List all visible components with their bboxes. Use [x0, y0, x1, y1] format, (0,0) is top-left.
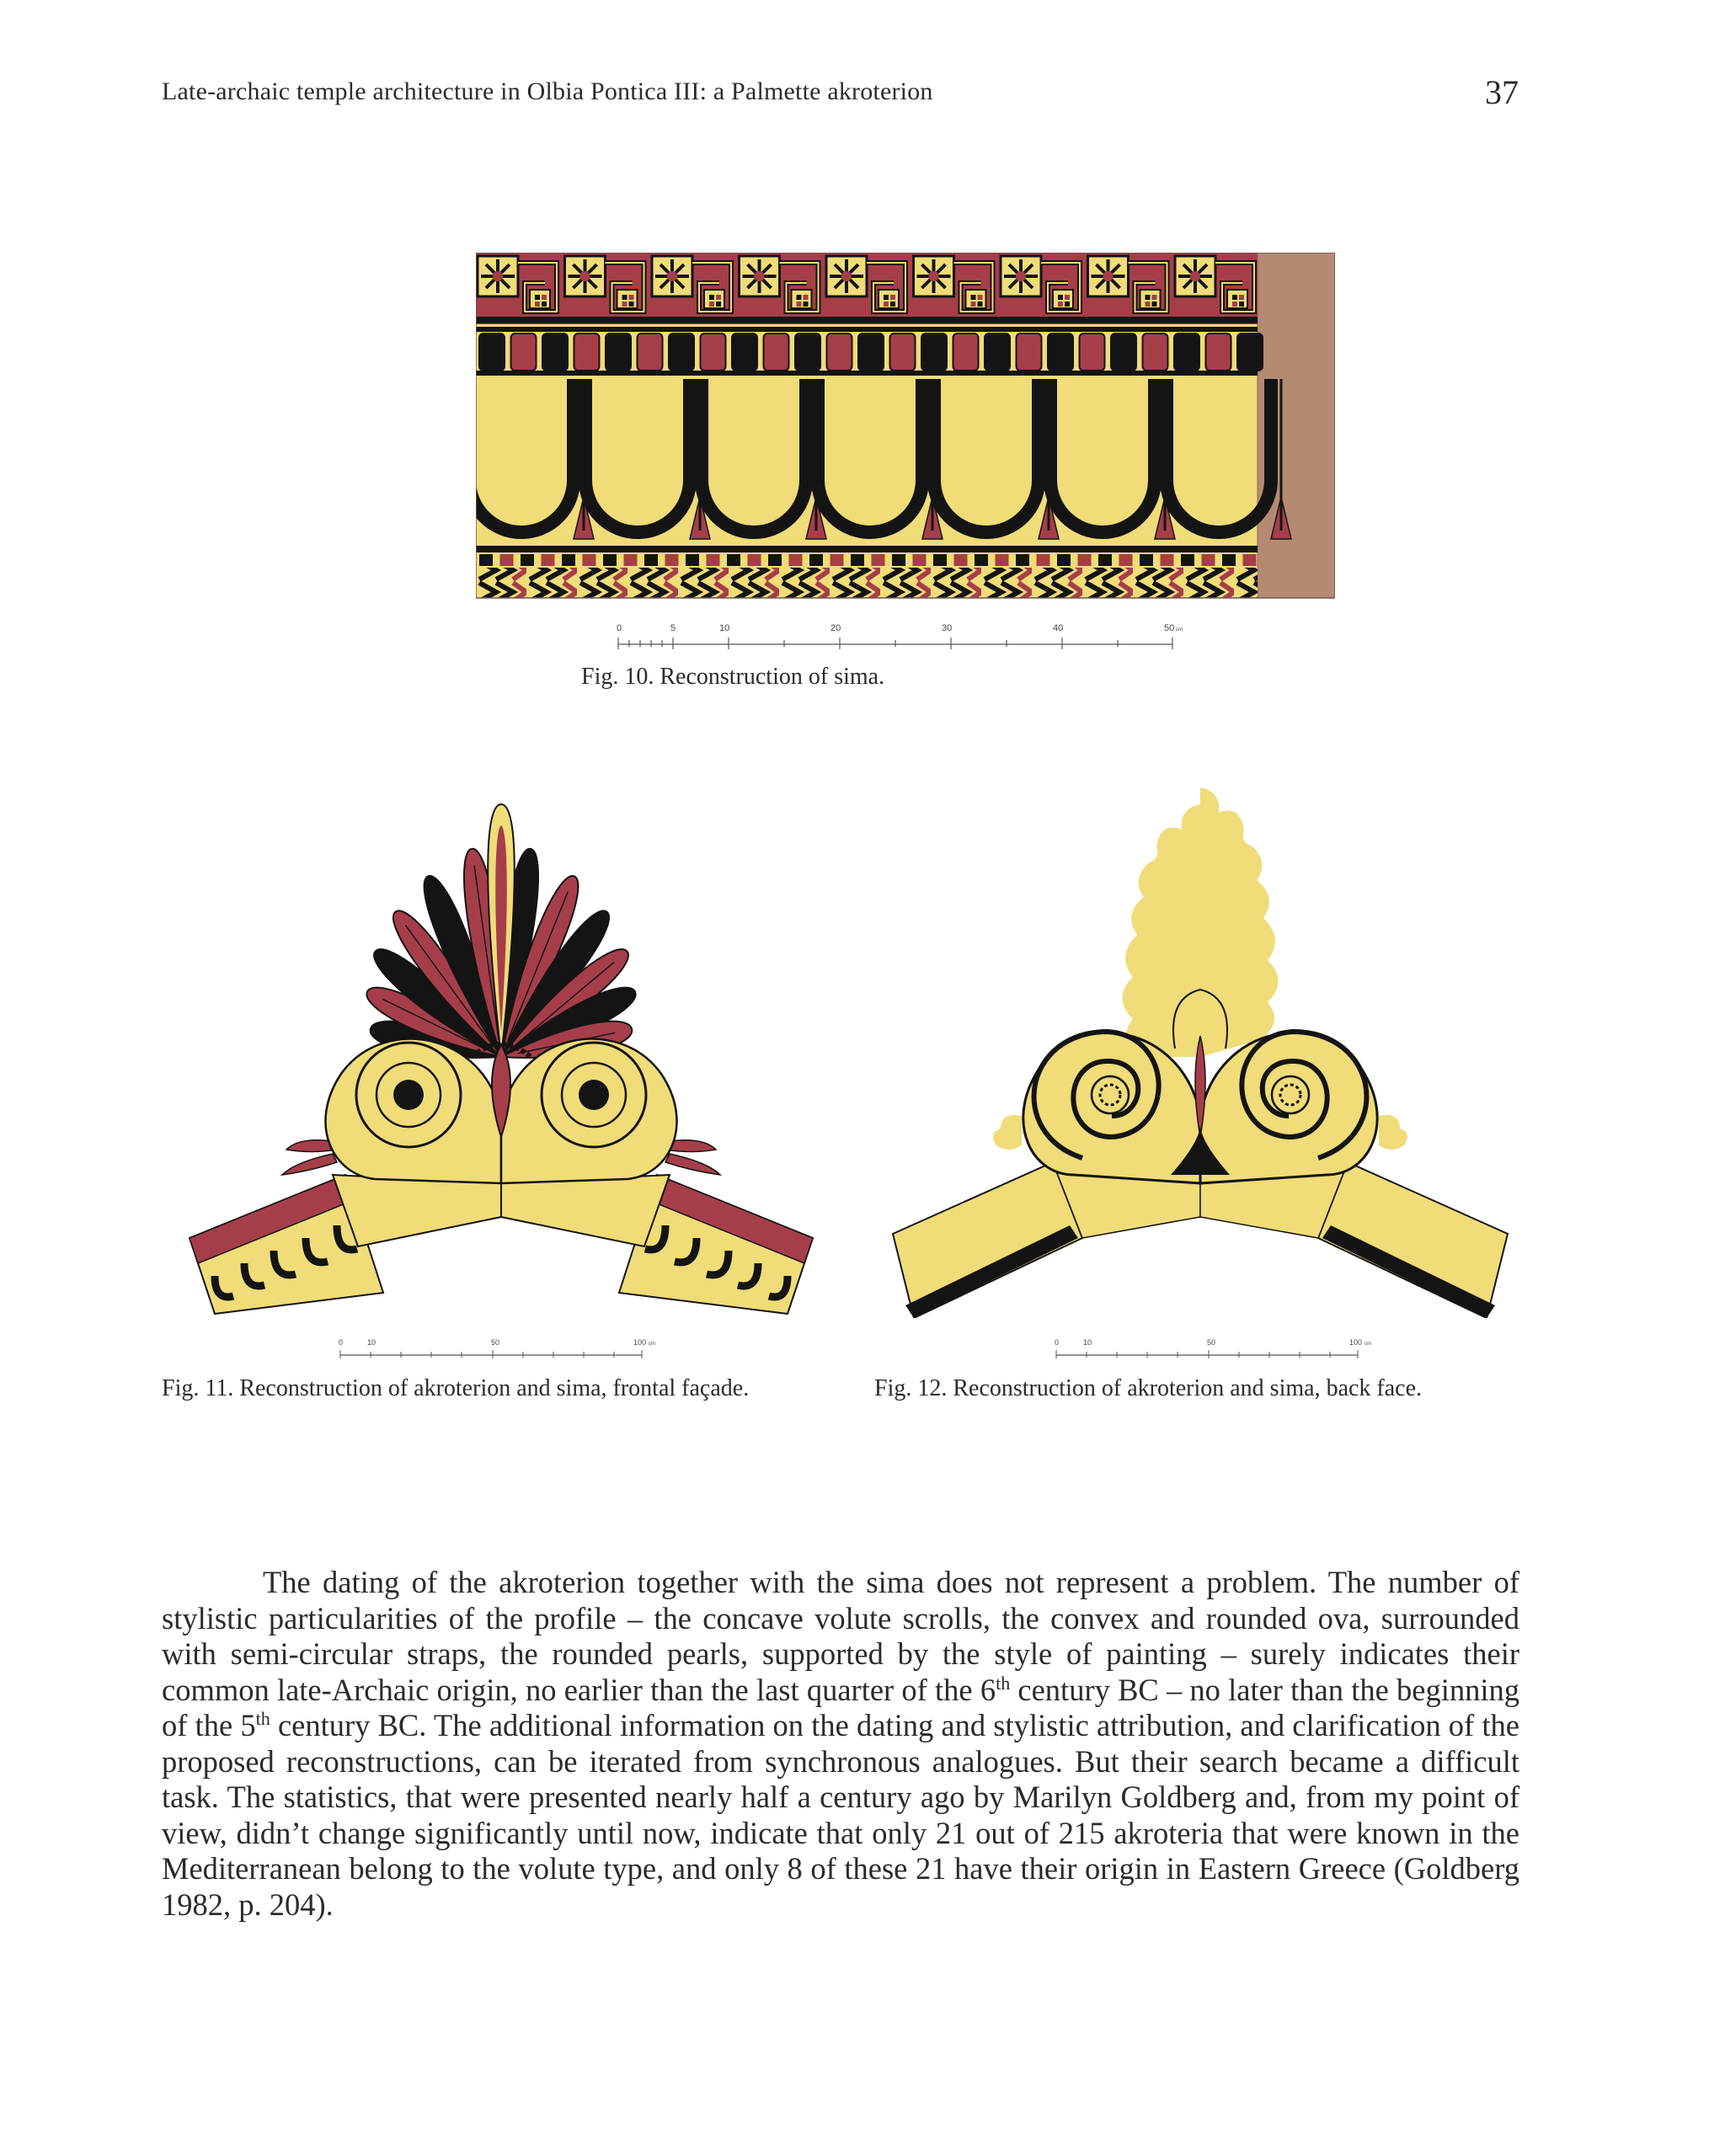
tongue-band [476, 334, 1263, 376]
scale-label: 40 [1053, 623, 1064, 633]
superscript-th: th [255, 1707, 270, 1729]
palmette-silhouette [1123, 787, 1279, 1057]
figure-12-akroterion-back [880, 779, 1520, 1318]
scale-label: 10 [367, 1338, 377, 1347]
scale-unit: cm [1176, 627, 1183, 632]
scale-label: 20 [830, 623, 841, 633]
body-paragraph [162, 1565, 1519, 1923]
scale-label: 50 [1164, 623, 1175, 633]
scale-unit: cm [1365, 1342, 1371, 1347]
figure-11-caption: Fig. 11. Reconstruction of akroterion and sima, frontal façade. [162, 1375, 750, 1401]
figure-11-akroterion-front [181, 779, 821, 1318]
scale-label: 0 [1055, 1338, 1060, 1347]
right-volute [501, 1039, 677, 1183]
page-number: 37 [1485, 73, 1519, 111]
scale-label: 30 [942, 623, 953, 633]
scale-label: 100 [1349, 1338, 1363, 1347]
scale-label: 10 [1083, 1338, 1092, 1347]
scale-label: 50 [491, 1338, 500, 1347]
scale-label: 0 [339, 1338, 344, 1347]
figure-10-sima [476, 253, 1335, 602]
scale-label: 10 [719, 623, 730, 633]
figure-10-caption: Fig. 10. Reconstruction of sima. [581, 664, 885, 690]
body-text-b: century BC – no later than the beginning of the 5 [162, 1672, 1520, 1742]
scale-label: 50 [1207, 1338, 1216, 1347]
right-volute-back [1200, 1032, 1377, 1183]
scale-label: 0 [617, 623, 622, 633]
superscript-th: th [996, 1672, 1011, 1694]
figure-10-scale-bar [606, 619, 1196, 657]
scale-label: 5 [670, 623, 676, 633]
figure-12-scale-bar [1053, 1335, 1390, 1360]
running-head: Late-archaic temple architecture in Olbia Pontica III: a Palmette akroterion [162, 77, 933, 105]
left-volute [325, 1039, 501, 1183]
figure-11-scale-bar [337, 1335, 674, 1360]
body-text-c: century BC. The additional information on the dating and stylistic attribution, and clarification of the proposed reconstructions, can be iterated from synchronous analogues. But their search became a difficult task. The statistics, that were presented nearly half a century ago by Marilyn Goldberg and, from my point of view, didn’t change significantly until now, indicate that only 21 out of 215 akroteria that were known in the Mediterranean belong to the volute type, and only 8 of these 21 have their origin in Eastern Greece (Goldberg 1982, p. 204). [162, 1708, 1519, 1922]
scale-label: 100 [633, 1338, 647, 1347]
scale-unit: cm [649, 1342, 655, 1347]
figure-12-caption: Fig. 12. Reconstruction of akroterion and sima, back face. [874, 1375, 1423, 1401]
palmette [361, 804, 641, 1070]
body-text-a: The dating of the akroterion together with the sima does not represent a problem. The number of stylistic particularities of the profile – the concave volute scrolls, the convex and rounded ova, surrounded with semi-circular straps, the rounded pearls, supported by the style of painting – surely indicates their common late-Archaic origin, no earlier than the last quarter of the 6 [162, 1565, 1519, 1707]
